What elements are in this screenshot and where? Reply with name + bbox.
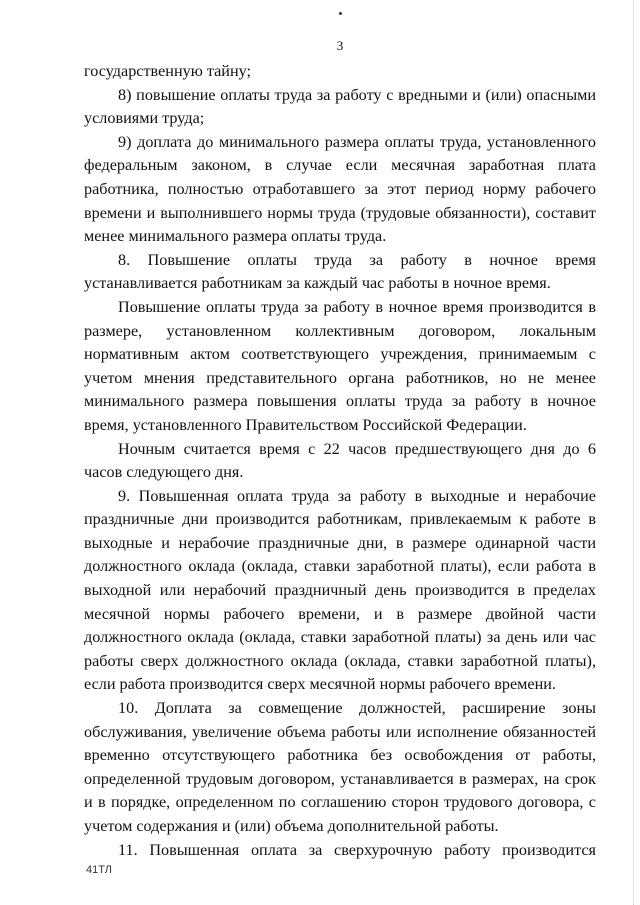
paragraph-section-10: 10. Доплата за совмещение должностей, расширение зоны обслуживания, увеличение объема работы или исполнение обязанностей временно отсутствующего работника без освобождения от работы, определенной трудовым договором, устанавливается в размерах, на срок и в порядке, определенном по соглашению сторон трудового договора, с учетом содержания и (или) объема дополнительной работы. [84,699,596,835]
paragraph-continuation: государственную тайну; [84,62,252,80]
page-number: 3 [336,38,344,53]
paragraph-item-8: 8) повышение оплаты труда за работу с вредными и (или) опасными условиями труда; [84,85,596,128]
paragraph-section-11: 11. Повышенная оплата за сверхурочную работу производится [118,840,596,859]
footer-code: 41ТЛ [86,864,112,876]
document-body [84,60,596,862]
paragraph-night-pay: Повышение оплаты труда за работу в ночное время производится в размере, установленном коллективным договором, локальным нормативным актом соответствующего учреждения, принимаемым с учетом мнения представительного органа работников, но не менее минимального размера повышения оплаты труда за работу в ночное время, установленного Правительством Российской Федерации. [84,297,596,434]
paragraph-item-9: 9) доплата до минимального размера оплаты труда, установленного федеральным законом, в случае если месячная заработная плата работника, полностью отработавшего за этот период норму рабочего времени и выполнившего нормы труда (трудовые обязанности), составит менее минимального размера оплаты труда. [84,132,596,246]
paragraph-section-9: 9. Повышенная оплата труда за работу в выходные и нерабочие праздничные дни производится работникам, привлекаемым к работе в выходные и нерабочие праздничные дни, в размере одинарной части должностного оклада (оклада, ставки заработной платы), если работа в выходной или нерабочий праздничный день производится в пределах месячной нормы рабочего времени, и в размере двойной части должностного оклада (оклада, ставки заработной платы) за день или час работы сверх должностного оклада (оклада, ставки заработной платы), если работа производится сверх месячной нормы рабочего времени. [84,486,596,694]
scan-edge-artifact [629,0,634,905]
paragraph-section-8: 8. Повышение оплаты труда за работу в ночное время устанавливается работникам за каждый час работы в ночное время. [84,250,596,293]
scan-speck [339,12,342,15]
paragraph-night-time: Ночным считается время с 22 часов предшествующего дня до 6 часов следующего дня. [84,439,596,482]
